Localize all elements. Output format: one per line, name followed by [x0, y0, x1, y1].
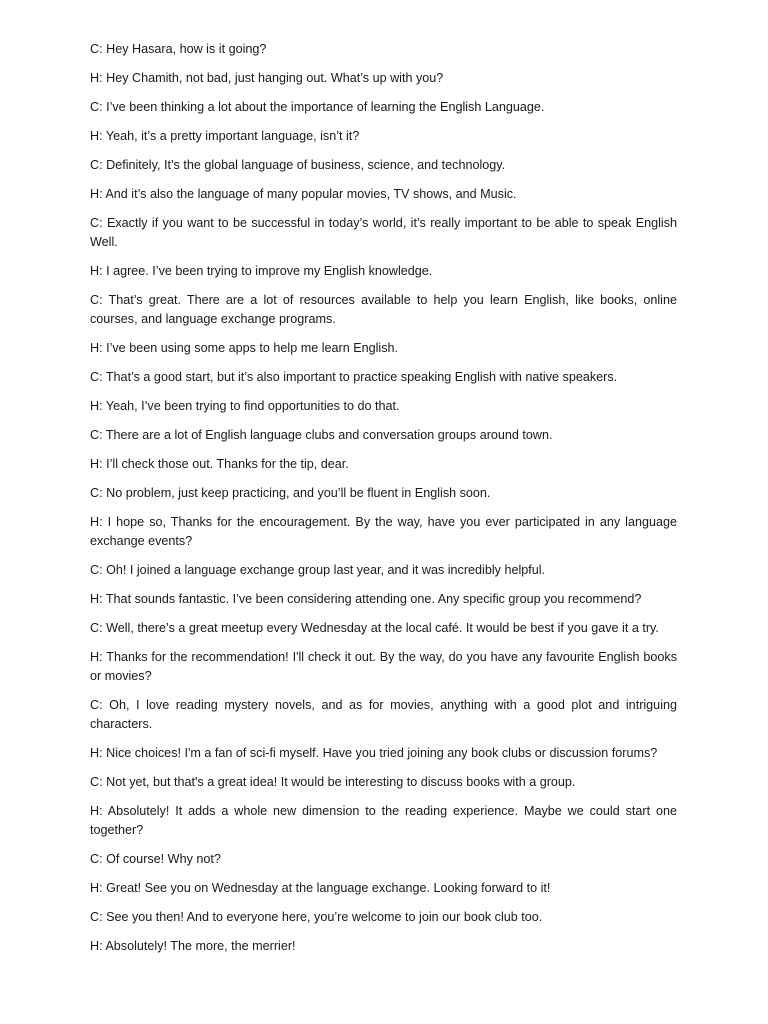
dialogue-line: C: Oh, I love reading mystery novels, and as for movies, anything with a good plot and intriguing characters. [90, 698, 677, 731]
dialogue-line: C: No problem, just keep practicing, and you’ll be fluent in English soon. [90, 486, 491, 500]
dialogue-line: C: See you then! And to everyone here, you’re welcome to join our book club too. [90, 910, 543, 924]
dialogue-line: C: I’ve been thinking a lot about the importance of learning the English Language. [90, 100, 545, 114]
dialogue-line: C: Not yet, but that's a great idea! It would be interesting to discuss books with a group. [90, 775, 576, 789]
dialogue-line: H: Great! See you on Wednesday at the language exchange. Looking forward to it! [90, 881, 551, 895]
dialogue-line: H: That sounds fantastic. I’ve been considering attending one. Any specific group you recommend? [90, 592, 642, 606]
dialogue-line: H: Yeah, it’s a pretty important language, isn’t it? [90, 129, 360, 143]
dialogue-line: H: Absolutely! The more, the merrier! [90, 939, 296, 953]
dialogue-line: H: I agree. I’ve been trying to improve my English knowledge. [90, 264, 433, 278]
dialogue-line: C: There are a lot of English language clubs and conversation groups around town. [90, 428, 553, 442]
dialogue-line: C: Well, there’s a great meetup every Wednesday at the local café. It would be best if you gave it a try. [90, 621, 659, 635]
dialogue-line: H: Hey Chamith, not bad, just hanging out. What’s up with you? [90, 71, 444, 85]
dialogue-line: C: That’s a good start, but it’s also important to practice speaking English with native speakers. [90, 370, 618, 384]
dialogue-line: H: Nice choices! I'm a fan of sci-fi myself. Have you tried joining any book clubs or discussion forums? [90, 746, 658, 760]
dialogue-line: H: I’ll check those out. Thanks for the tip, dear. [90, 457, 349, 471]
document-page [90, 40, 677, 966]
dialogue-line: H: Absolutely! It adds a whole new dimension to the reading experience. Maybe we could start one together? [90, 804, 677, 837]
dialogue-line: C: Exactly if you want to be successful in today’s world, it’s really important to be able to speak English Well. [90, 216, 677, 249]
dialogue-line: H: I’ve been using some apps to help me learn English. [90, 341, 399, 355]
dialogue-line: C: Hey Hasara, how is it going? [90, 42, 267, 56]
dialogue-line: C: Of course! Why not? [90, 852, 221, 866]
dialogue-line: H: Thanks for the recommendation! I'll check it out. By the way, do you have any favourite English books or movies? [90, 650, 677, 683]
dialogue-line: C: That’s great. There are a lot of resources available to help you learn English, like books, online courses, and language exchange programs. [90, 293, 677, 326]
dialogue-line: H: Yeah, I’ve been trying to find opportunities to do that. [90, 399, 400, 413]
dialogue-line: H: And it’s also the language of many popular movies, TV shows, and Music. [90, 187, 517, 201]
dialogue-line: C: Oh! I joined a language exchange group last year, and it was incredibly helpful. [90, 563, 546, 577]
dialogue-line: C: Definitely, It’s the global language of business, science, and technology. [90, 158, 506, 172]
dialogue-line: H: I hope so, Thanks for the encouragement. By the way, have you ever participated in any language exchange events? [90, 515, 677, 548]
